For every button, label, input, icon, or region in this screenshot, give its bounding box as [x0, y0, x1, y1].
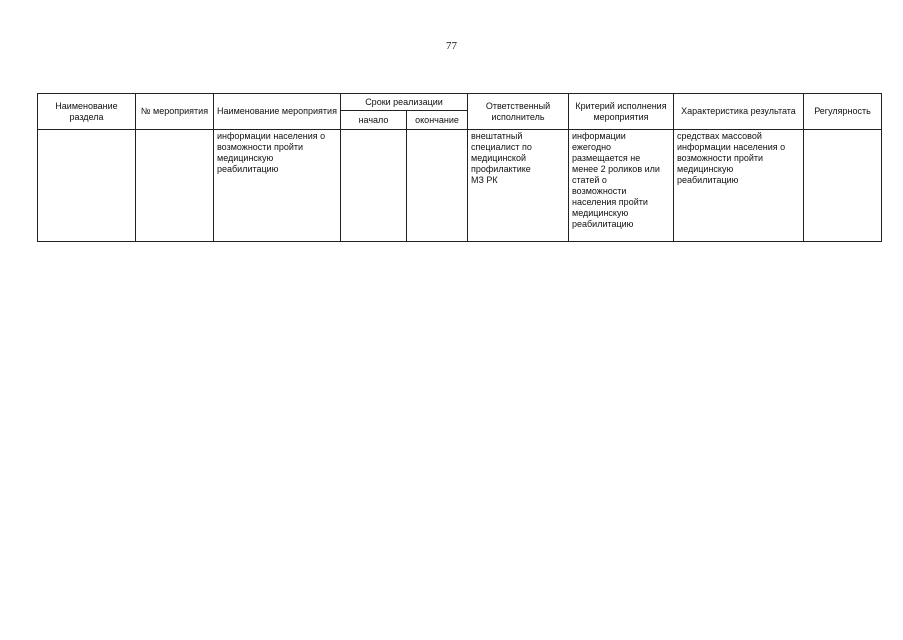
header-start: начало [341, 111, 407, 130]
cell-regularity [804, 130, 882, 242]
table-row [38, 130, 882, 242]
cell-responsible: внештатный специалист по медицинской профилактике МЗ РК [468, 130, 569, 242]
cell-event-name: информации населения о возможности пройти медицинскую реабилитацию [214, 130, 341, 242]
header-section-name: Наименование раздела [38, 94, 136, 130]
cell-section-name [38, 130, 136, 242]
header-criterion: Критерий исполнения мероприятия [569, 94, 674, 130]
header-regularity: Регулярность [804, 94, 882, 130]
cell-criterion: информации ежегодно размещается не менее 2 роликов или статей о возможности населения пройти медицинскую реабилитацию [569, 130, 674, 242]
cell-end [407, 130, 468, 242]
cell-result: средствах массовой информации населения о возможности пройти медицинскую реабилитацию [674, 130, 804, 242]
header-result: Характеристика результата [674, 94, 804, 130]
header-responsible: Ответственный исполнитель [468, 94, 569, 130]
header-timeframe: Сроки реализации [341, 94, 468, 111]
page-number: 77 [446, 40, 457, 52]
header-event-number: № мероприятия [136, 94, 214, 130]
header-end: окончание [407, 111, 468, 130]
action-plan-table [37, 93, 882, 242]
cell-event-number [136, 130, 214, 242]
cell-start [341, 130, 407, 242]
table-header-row [38, 94, 882, 111]
header-event-name: Наименование мероприятия [214, 94, 341, 130]
